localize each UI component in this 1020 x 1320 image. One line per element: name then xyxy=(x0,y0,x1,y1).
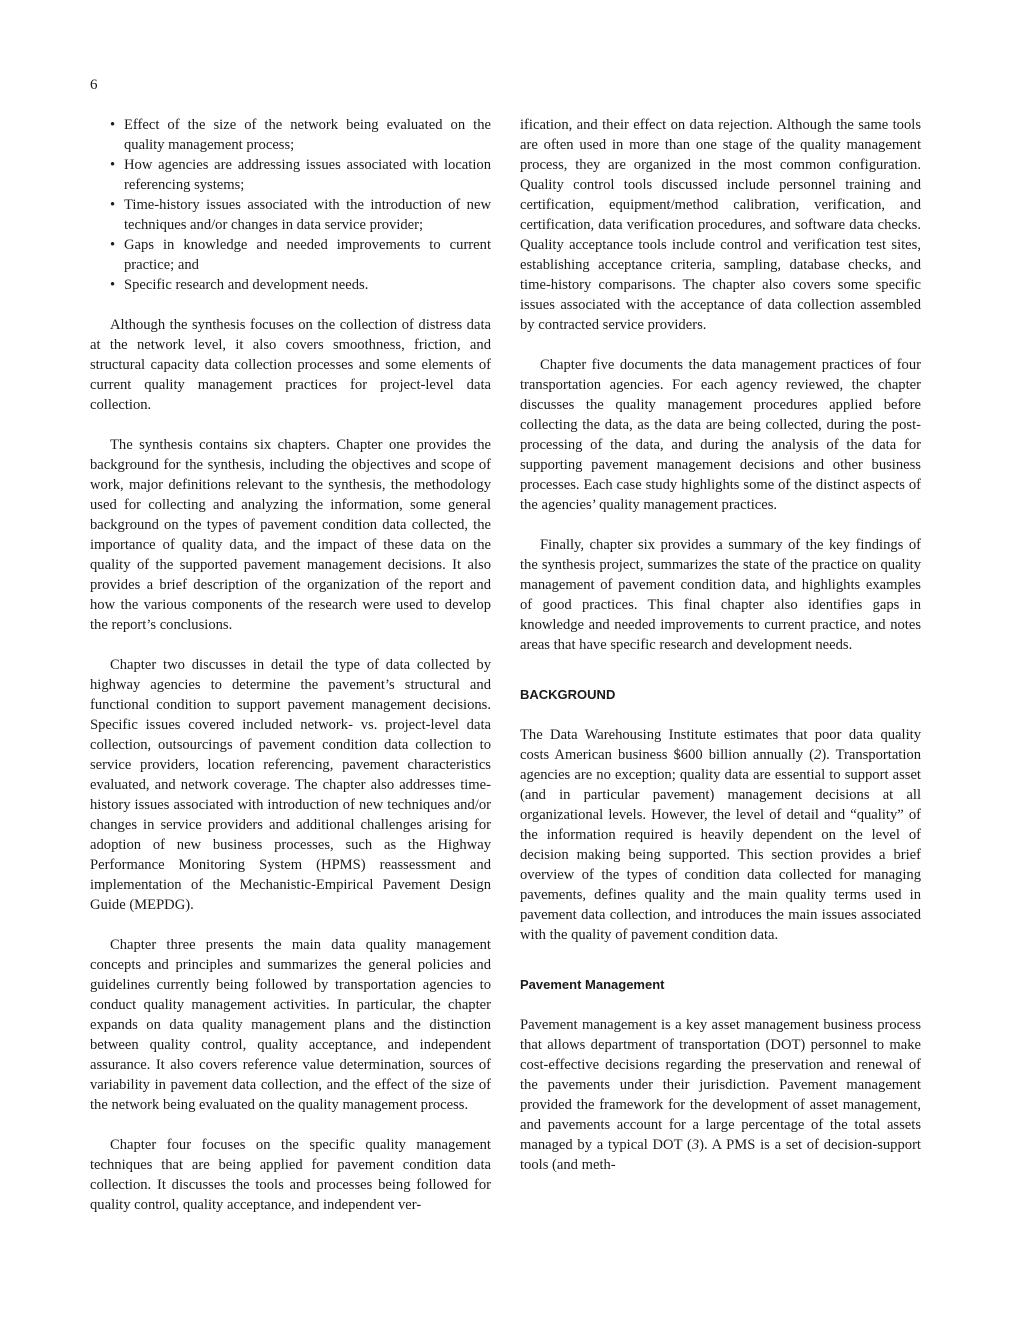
pavement-management-heading: Pavement Management xyxy=(520,977,665,992)
bullet-list xyxy=(90,115,491,295)
paragraph-pavement-management xyxy=(520,1015,921,1175)
text: ). A PMS is a set of decision-support tools (and meth- xyxy=(520,1137,921,1173)
text: The Data Warehousing Institute estimates that poor data quality costs American business $600 billion annually ( xyxy=(520,727,921,763)
list-item: • Specific research and development needs. xyxy=(124,275,491,295)
left-column xyxy=(90,115,491,1215)
text: ). Transportation agencies are no exception; quality data are essential to support asset (and in particular pavement) management decisions at all organizational levels. However, the level of detail and “quality” of the information required is heavily dependent on the level of decision making being supported. This section provides a brief overview of the types of condition data collected for managing pavements, defines quality and the main quality terms used in pavement data collection, and introduces the main issues associated with the quality of pavement condition data. xyxy=(520,747,921,943)
paragraph-chapter-five: Chapter five documents the data management practices of four transportation agencies. For each agency reviewed, the chapter discusses the quality management procedures applied before collecting the data, as the data are being collected, during the post-processing of the data, and during the analysis of the data for supporting pavement management decisions and other business processes. Each case study highlights some of the distinct aspects of the agencies’ quality management practices. xyxy=(520,357,921,513)
background-heading: BACKGROUND xyxy=(520,687,616,702)
text: Pavement management is a key asset management business process that allows department of transportation (DOT) personnel to make cost-effective decisions regarding the preservation and renewal of the pavements under their jurisdiction. Pavement management provided the framework for the development of asset management, and pavements account for a large percentage of the total assets managed by a typical DOT ( xyxy=(520,1017,921,1153)
paragraph-background xyxy=(520,725,921,945)
paragraph-chapter-two: Chapter two discusses in detail the type of data collected by highway agencies to determine the pavement’s structural and functional condition to support pavement management decisions. Specific issues covered included network- vs. project-level data collection, outsourcings of pavement condition data collection to service providers, location referencing, pavement characteristics evaluated, and network coverage. The chapter also addresses time-history issues associated with introduction of new techniques and/or changes in service providers and additional challenges arising for adoption of new business processes, such as the Highway Performance Monitoring System (HPMS) reassessment and implementation of the Mechanistic-Empirical Pavement Design Guide (MEPDG). xyxy=(90,657,491,913)
paragraph-chapter-six: Finally, chapter six provides a summary of the key findings of the synthesis project, summarizes the state of the practice on quality management of pavement condition data, and highlights examples of good practices. This final chapter also identifies gaps in knowledge and needed improvements to current practice, and notes areas that have specific research and development needs. xyxy=(520,537,921,653)
citation-reference: 2 xyxy=(814,747,822,763)
citation-reference: 3 xyxy=(691,1137,700,1153)
paragraph-chapter-three: Chapter three presents the main data quality management concepts and principles and summarizes the general policies and guidelines currently being followed by transportation agencies to conduct quality management activities. In particular, the chapter expands on data quality management plans and the distinction between quality control, quality acceptance, and independent assurance. It also covers reference value determination, sources of variability in pavement data collection, and the effect of the size of the network being evaluated on the quality management process. xyxy=(90,937,491,1113)
list-item: • How agencies are addressing issues associated with location referencing systems; xyxy=(124,155,491,195)
paragraph-chapter-four-continued: ification, and their effect on data rejection. Although the same tools are often used in more than one stage of the quality management process, they are organized in the most common configuration. Quality control tools discussed include personnel training and certification, equipment/method calibration, verification, and certification, data verification procedures, and software data checks. Quality acceptance tools include control and verification test sites, establishing acceptance criteria, sampling, database checks, and time-history comparisons. The chapter also covers some specific issues associated with the acceptance of data collection assembled by contracted service providers. xyxy=(520,117,921,333)
list-item: • Effect of the size of the network being evaluated on the quality management process; xyxy=(124,115,491,155)
page-number: 6 xyxy=(90,77,98,93)
list-item: • Time-history issues associated with the introduction of new techniques and/or changes in data service provider; xyxy=(124,195,491,235)
paragraph-chapter-one: The synthesis contains six chapters. Chapter one provides the background for the synthesis, including the objectives and scope of work, major definitions relevant to the synthesis, the methodology used for collecting and analyzing the information, some general background on the types of pavement condition data collected, the importance of quality data, and the impact of these data on the quality of the supported pavement management decisions. It also provides a brief description of the organization of the report and how the various components of the research were used to develop the report’s conclusions. xyxy=(90,437,491,633)
paragraph-synthesis-focus: Although the synthesis focuses on the collection of distress data at the network level, it also covers smoothness, friction, and structural capacity data collection processes and some elements of current quality management practices for project-level data collection. xyxy=(90,317,491,413)
list-item: • Gaps in knowledge and needed improvements to current practice; and xyxy=(124,235,491,275)
right-column xyxy=(520,115,921,1175)
paragraph-chapter-four: Chapter four focuses on the specific quality management techniques that are being applied for pavement condition data collection. It discusses the tools and processes being followed for quality control, quality acceptance, and independent ver- xyxy=(90,1137,491,1213)
